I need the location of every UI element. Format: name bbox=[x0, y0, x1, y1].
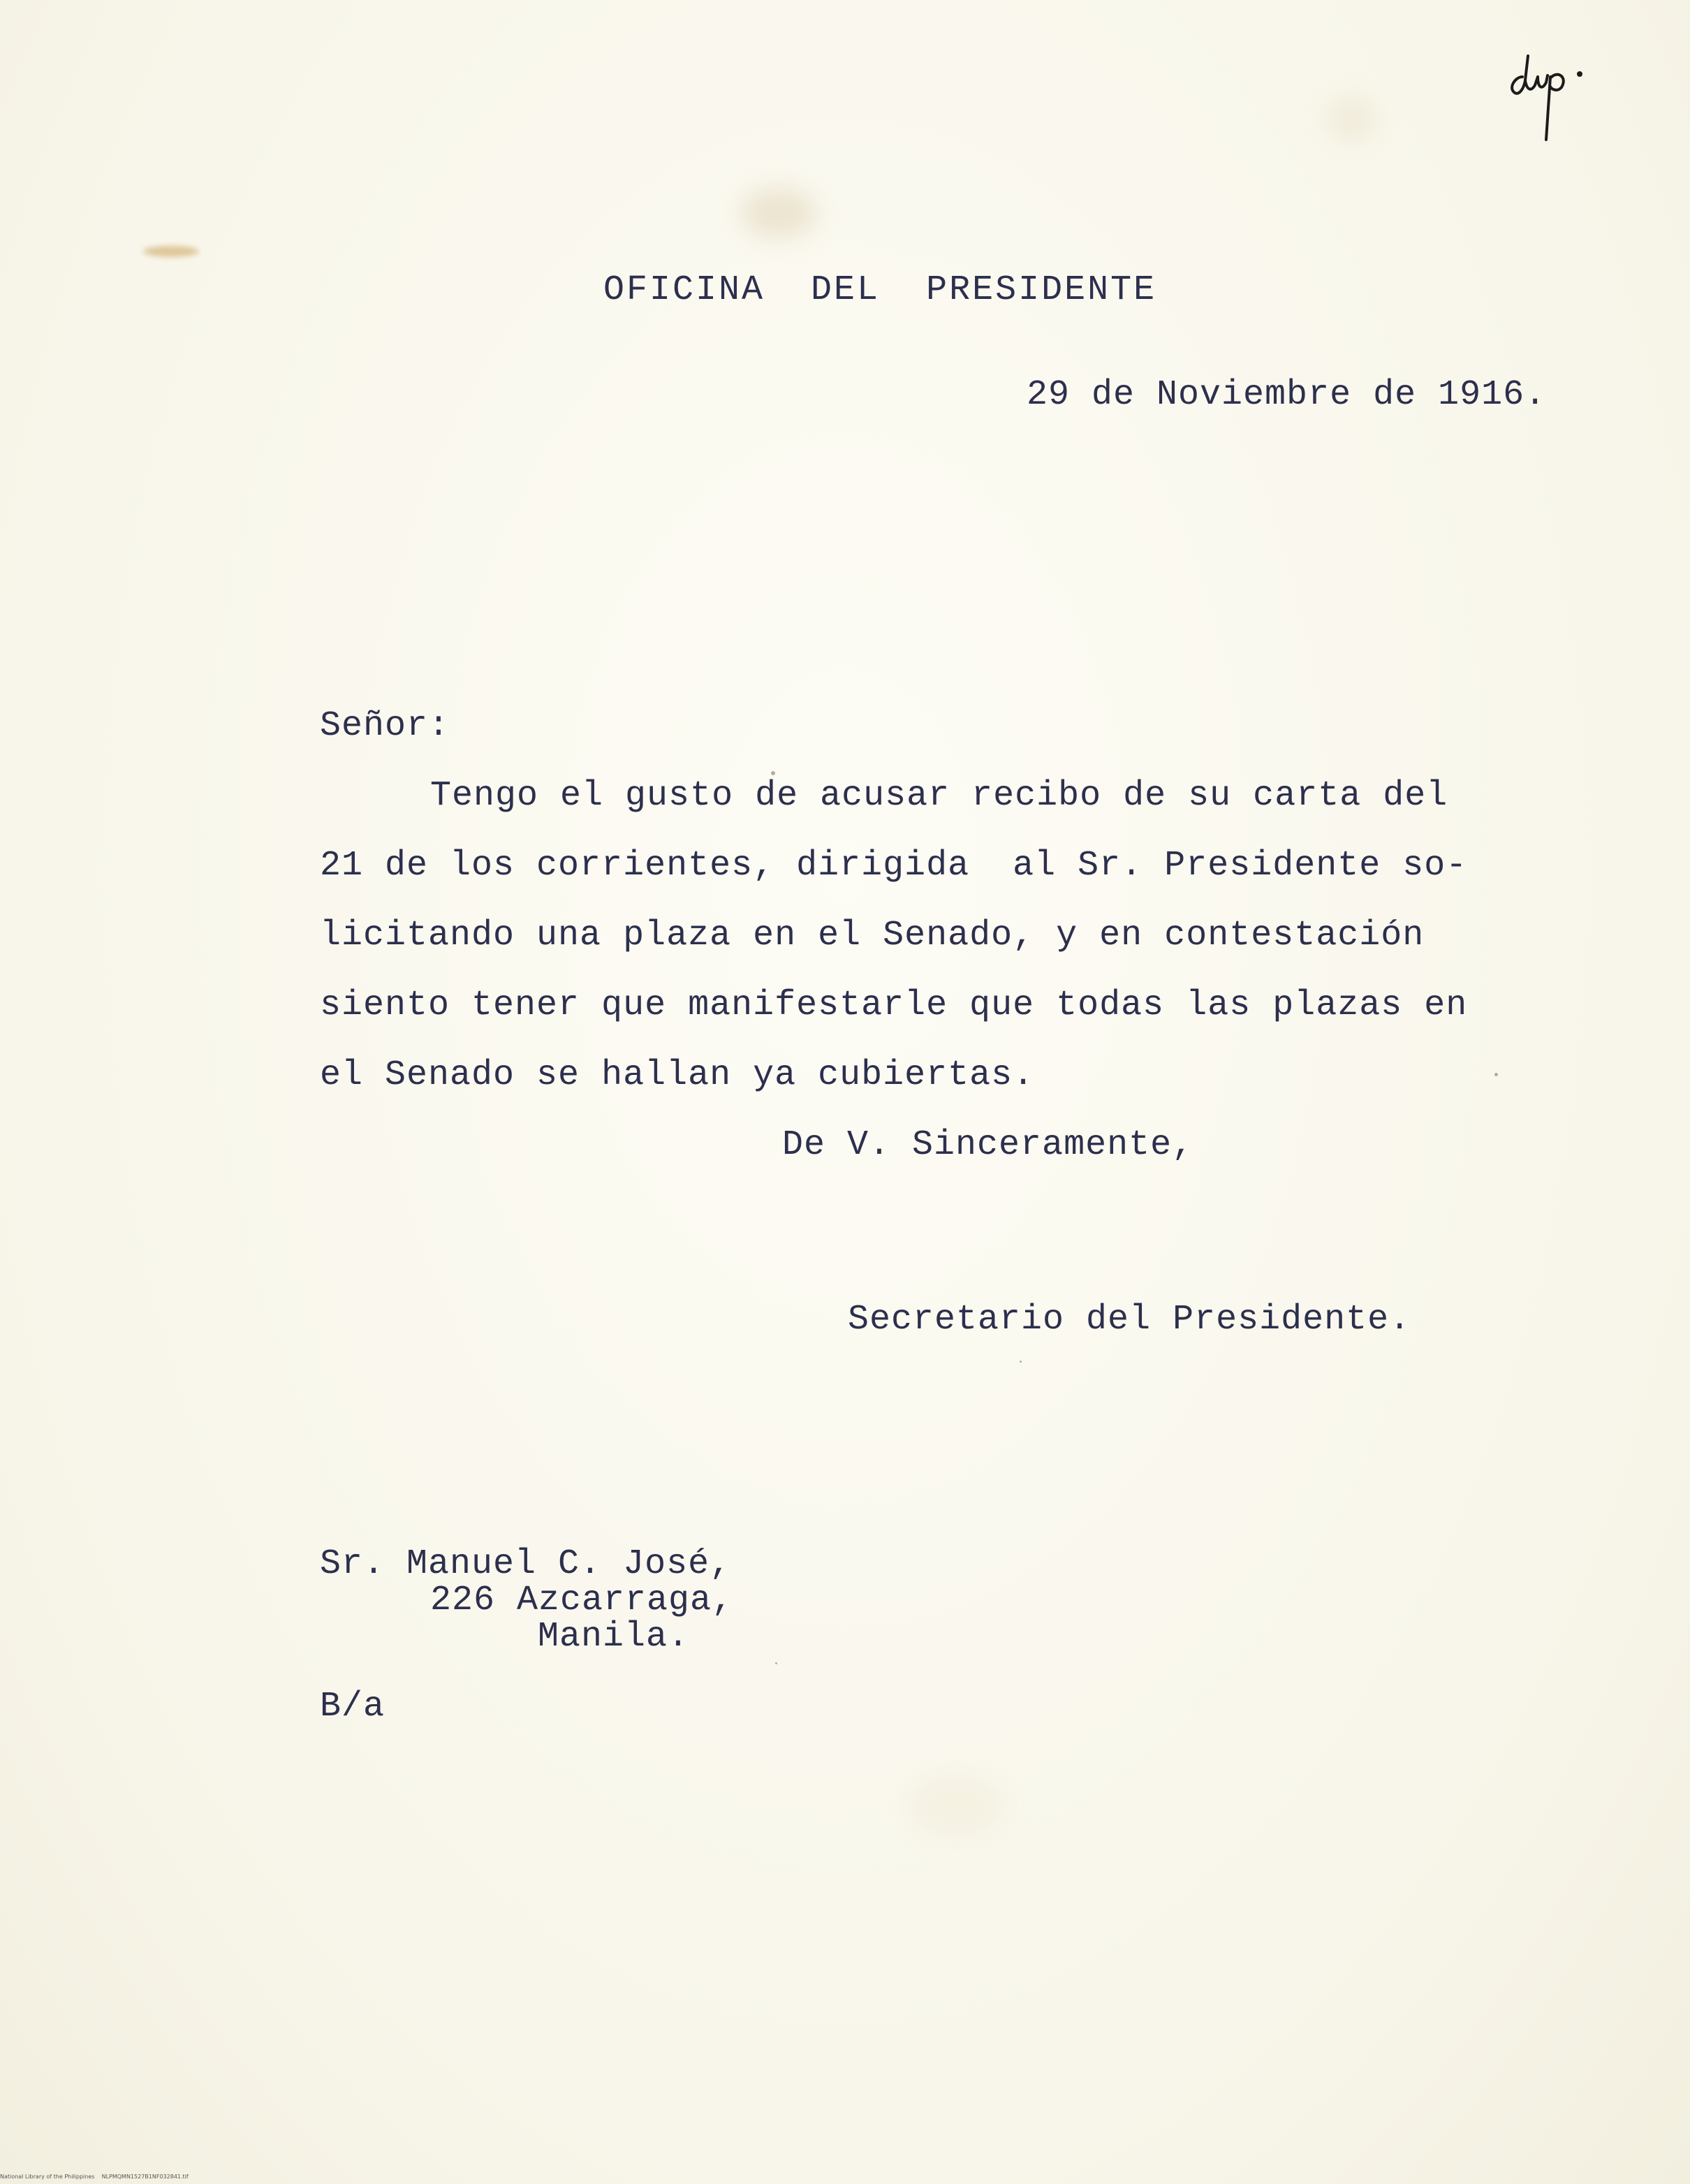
archive-footer: National Library of the Philippines NLPMQMN1527B1NF032841.tif bbox=[0, 2174, 189, 2180]
recipient-city: Manila. bbox=[538, 1617, 690, 1657]
recipient-street: 226 Azcarraga, bbox=[430, 1581, 734, 1620]
recipient-name: Sr. Manuel C. José, bbox=[320, 1544, 732, 1584]
ink-speck bbox=[1020, 1361, 1022, 1363]
body-line: el Senado se hallan ya cubiertas. bbox=[320, 1055, 1035, 1095]
letter-header: OFICINA DEL PRESIDENTE bbox=[603, 270, 1157, 310]
letter-closing: De V. Sinceramente, bbox=[782, 1125, 1194, 1165]
body-line: siento tener que manifestarle que todas las plazas en bbox=[320, 985, 1468, 1025]
ink-speck bbox=[1494, 1073, 1498, 1076]
letter-date: 29 de Noviembre de 1916. bbox=[1027, 375, 1547, 415]
signature-title: Secretario del Presidente. bbox=[848, 1300, 1411, 1340]
paper-stain bbox=[908, 1774, 1006, 1837]
paper-stain bbox=[1327, 98, 1376, 140]
body-line: 21 de los corrientes, dirigida al Sr. Presidente so- bbox=[320, 846, 1468, 886]
ink-speck bbox=[775, 1662, 777, 1664]
paper-stain bbox=[740, 189, 817, 237]
body-line: Tengo el gusto de acusar recibo de su carta del bbox=[430, 776, 1448, 816]
paper-stain bbox=[143, 246, 199, 257]
handwritten-dup-annotation bbox=[1501, 49, 1613, 147]
body-line: licitando una plaza en el Senado, y en contestación bbox=[320, 916, 1425, 955]
letter-salutation: Señor: bbox=[320, 706, 450, 746]
reference-initials: B/a bbox=[320, 1687, 385, 1727]
